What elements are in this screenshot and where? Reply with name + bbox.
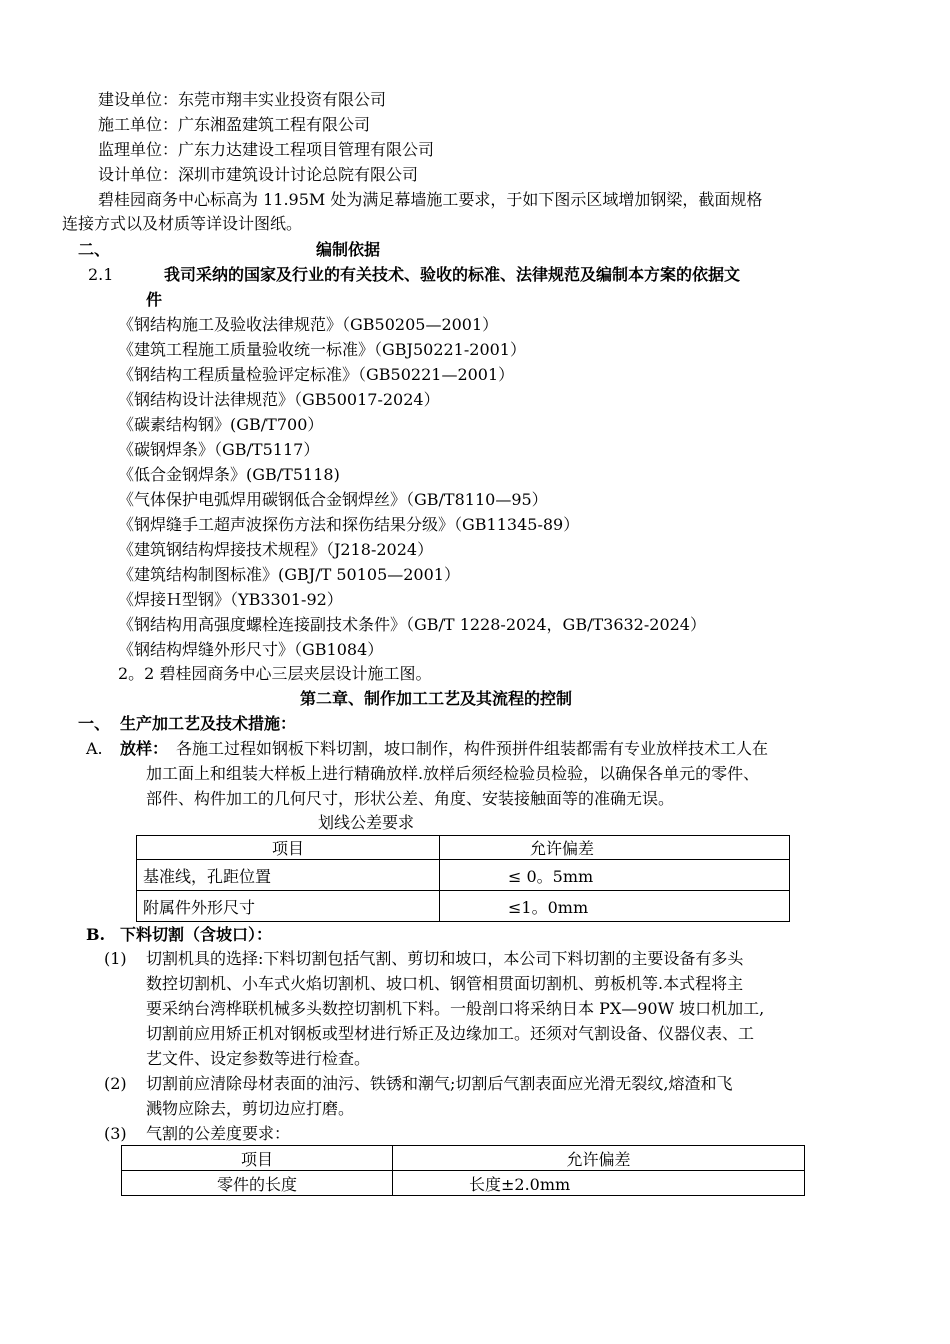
item-a-line-3: 部件、构件加工的几何尺寸，形状公差、角度、安装接触面等的准确无误。 [146, 789, 675, 808]
list-item: 《钢焊缝手工超声波探伤方法和探伤结果分级》（GB11345-89） [118, 515, 580, 534]
item-b1-number: (1) [104, 949, 127, 968]
tolerance-table-2 [121, 1145, 805, 1196]
list-item: 《建筑工程施工质量验收统一标准》（GBJ50221-2001） [118, 340, 526, 359]
item-a-line-1: 各施工过程如钢板下料切割，坡口制作，构件预拼件组装都需有专业放样技术工人在 [176, 739, 769, 758]
list-item: 《低合金钢焊条》(GB/T5118) [118, 465, 340, 484]
item-b-letter: B. [86, 925, 106, 944]
item-2-2: 2。2 碧桂园商务中心三层夹层设计施工图。 [118, 664, 432, 683]
design-unit: 设计单位：深圳市建筑设计讨论总院有限公司 [98, 165, 419, 184]
table-cell: 附属件外形尺寸 [137, 891, 440, 922]
section-1-title: 生产加工艺及技术措施： [120, 714, 297, 733]
list-item: 《钢结构工程质量检验评定标准》（GB50221—2001） [118, 365, 515, 384]
item-b1-line-5: 艺文件、设定参数等进行检查。 [146, 1049, 371, 1068]
item-b1-line-4: 切割前应用矫正机对钢板或型材进行矫正及边缘加工。还须对气割设备、仪器仪表、工 [146, 1024, 755, 1043]
item-a-line-2: 加工面上和组装大样板上进行精确放样.放样后须经检验员检验，以确保各单元的零件、 [146, 764, 760, 783]
table-cell: ≤ 0。5mm [440, 860, 790, 891]
item-b2-number: (2) [104, 1074, 127, 1093]
intro-line-1: 碧桂园商务中心标高为 11.95M 处为满足幕墙施工要求，于如下图示区域增加钢梁，截面规格 [98, 190, 763, 209]
tolerance-table-1 [136, 835, 790, 922]
table-row [137, 891, 790, 922]
item-b1-line-1: 切割机具的选择:下料切割包括气割、剪切和坡口，本公司下料切割的主要设备有多头 [146, 949, 744, 968]
list-item: 《钢结构焊缝外形尺寸》（GB1084） [118, 640, 384, 659]
item-b1-line-3: 要采纳台湾桦联机械多头数控切割机下料。一般剖口将采纳日本 PX—90W 坡口机加工, [146, 999, 765, 1018]
table-1-caption: 划线公差要求 [318, 813, 415, 832]
section-2-title: 编制依据 [316, 240, 381, 259]
table-row [122, 1171, 805, 1196]
table-header-cell: 项目 [122, 1146, 393, 1171]
list-item: 《建筑结构制图标准》(GBJ/T 50105—2001） [118, 565, 460, 584]
table-header-cell: 允许偏差 [440, 836, 790, 860]
subsection-2-1-title-cont: 件 [146, 290, 163, 309]
item-b2-line-2: 溅物应除去，剪切边应打磨。 [146, 1099, 355, 1118]
build-unit: 建设单位：东莞市翔丰实业投资有限公司 [98, 90, 387, 109]
item-b3-number: (3) [104, 1124, 127, 1143]
list-item: 《钢结构施工及验收法律规范》（GB50205—2001） [118, 315, 499, 334]
table-cell: 基准线，孔距位置 [137, 860, 440, 891]
table-header-cell: 项目 [137, 836, 440, 860]
list-item: 《焊接Ｈ型钢》（YB3301-92） [118, 590, 343, 609]
table-cell: ≤1。0mm [440, 891, 790, 922]
item-a-letter: A. [86, 739, 103, 758]
chapter-2-title: 第二章、制作加工工艺及其流程的控制 [300, 689, 573, 708]
section-2-number: 二、 [78, 240, 111, 259]
section-1-number: 一、 [78, 714, 111, 733]
table-cell: 零件的长度 [122, 1171, 393, 1196]
table-cell: 长度±2.0mm [393, 1171, 805, 1196]
intro-line-2: 连接方式以及材质等详设计图纸。 [62, 214, 303, 233]
item-b-title: 下料切割（含坡口）： [120, 925, 273, 944]
supervision-unit: 监理单位：广东力达建设工程项目管理有限公司 [98, 140, 435, 159]
item-b3-text: 气割的公差度要求： [146, 1124, 291, 1143]
list-item: 《钢结构设计法律规范》（GB50017-2024） [118, 390, 440, 409]
item-b1-line-2: 数控切割机、小车式火焰切割机、坡口机、钢管相贯面切割机、剪板机等.本式程将主 [146, 974, 744, 993]
list-item: 《钢结构用高强度螺栓连接副技术条件》（GB/T 1228-2024，GB/T3632-2024） [118, 615, 706, 634]
table-header-row [122, 1146, 805, 1171]
table-header-cell: 允许偏差 [393, 1146, 805, 1171]
construction-unit: 施工单位：广东湘盈建筑工程有限公司 [98, 115, 371, 134]
item-a-label: 放样： [120, 739, 169, 758]
list-item: 《建筑钢结构焊接技术规程》（J218-2024） [118, 540, 434, 559]
subsection-2-1-title: 我司采纳的国家及行业的有关技术、验收的标准、法律规范及编制本方案的依据文 [164, 265, 741, 284]
table-header-row [137, 836, 790, 860]
list-item: 《碳钢焊条》（GB/T5117） [118, 440, 320, 459]
list-item: 《气体保护电弧焊用碳钢低合金钢焊丝》（GB/T8110—95） [118, 490, 548, 509]
list-item: 《碳素结构钢》(GB/T700） [118, 415, 324, 434]
table-row [137, 860, 790, 891]
subsection-2-1-number: 2.1 [88, 265, 114, 284]
item-b2-line-1: 切割前应清除母材表面的油污、铁锈和潮气;切割后气割表面应光滑无裂纹,熔渣和飞 [146, 1074, 733, 1093]
